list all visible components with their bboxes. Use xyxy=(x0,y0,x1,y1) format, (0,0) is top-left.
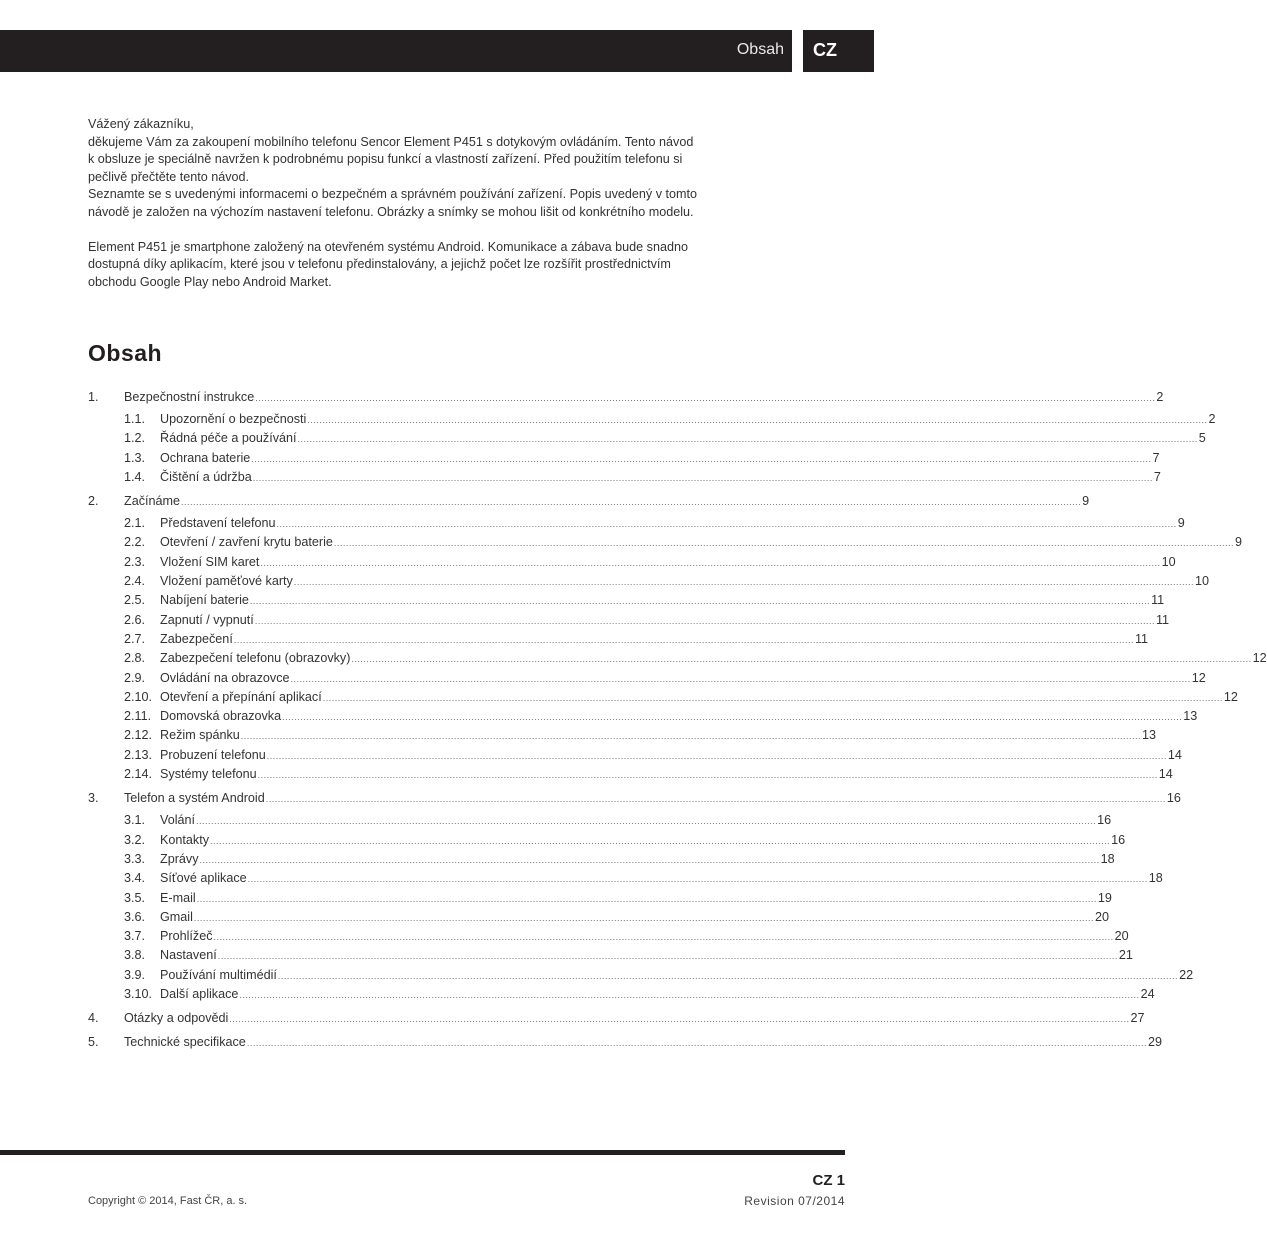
toc-entry-number: 3.8. xyxy=(124,948,146,963)
dot-leader: ............................................................................................................................................................................................................................................................................................................ xyxy=(351,654,1252,665)
toc-entry-number: 1.2. xyxy=(124,431,146,446)
toc-entry-label: Čištění a údržba xyxy=(160,469,252,484)
toc-entry-label: Otevření / zavření krytu baterie xyxy=(160,535,333,550)
toc-entry[interactable] xyxy=(88,929,1129,948)
toc-entry-page: 14 xyxy=(1167,747,1182,762)
toc-heading: Obsah xyxy=(88,340,163,366)
dot-leader: ............................................................................................................................................................................................................................................................................................................ xyxy=(199,854,1100,865)
toc-entry-page: 13 xyxy=(1183,709,1198,724)
intro-paragraph-2 xyxy=(88,239,697,292)
toc-entry-page: 16 xyxy=(1111,832,1126,847)
toc-entry-label: Vložení SIM karet xyxy=(160,554,260,569)
dot-leader: ............................................................................................................................................................................................................................................................................................................ xyxy=(297,434,1198,445)
dot-leader: ............................................................................................................................................................................................................................................................................................................ xyxy=(247,874,1148,885)
toc-entry-page: 7 xyxy=(1153,469,1161,484)
toc-entry-page: 18 xyxy=(1148,871,1163,886)
toc-entry-label: Režim spánku xyxy=(160,728,240,743)
toc-entry-number: 1.1. xyxy=(124,412,146,426)
toc-entry-page: 16 xyxy=(1097,813,1112,828)
toc-entry-label: Ochrana baterie xyxy=(160,450,251,465)
toc-entry-page: 9 xyxy=(1235,535,1243,550)
toc-entry[interactable] xyxy=(88,431,1206,450)
toc-entry-number: 3.3. xyxy=(124,851,146,866)
text-line: dostupná díky aplikacím, které jsou v telefonu předinstalovány, a jejichž počet lze rozšířit prostřednictvím xyxy=(88,257,671,272)
text-line: návodě je založen na výchozím nastavení telefonu. Obrázky a snímky se mohou lišit od konkrétního modelu. xyxy=(88,204,694,219)
toc-entry-label: Vložení paměťové karty xyxy=(160,574,293,589)
page-number: CZ 1 xyxy=(812,1172,845,1189)
toc-entry-number: 2.7. xyxy=(124,631,146,646)
toc-entry-number: 5. xyxy=(88,1035,99,1050)
toc-entry-label: Upozornění o bezpečnosti xyxy=(160,412,307,426)
text-line: pečlivě přečtěte tento návod. xyxy=(88,169,250,184)
toc-entry-number: 3.7. xyxy=(124,929,146,944)
toc-entry-label: Systémy telefonu xyxy=(160,767,257,782)
dot-leader: ............................................................................................................................................................................................................................................................................................................ xyxy=(277,970,1179,981)
toc-entry-page: 9 xyxy=(1082,494,1090,509)
toc-entry-number: 3.1. xyxy=(124,813,146,828)
dot-leader: ............................................................................................................................................................................................................................................................................................................ xyxy=(333,538,1235,549)
dot-leader: ............................................................................................................................................................................................................................................................................................................ xyxy=(196,893,1097,904)
toc-entry[interactable] xyxy=(88,987,1155,1006)
toc-entry-number: 4. xyxy=(88,1011,99,1026)
toc-entry[interactable] xyxy=(88,651,1267,670)
toc-entry-page: 29 xyxy=(1147,1035,1162,1050)
copyright-notice: Copyright © 2014, Fast ČR, a. s. xyxy=(88,1195,248,1207)
toc-entry-label: Další aplikace xyxy=(160,987,239,1002)
toc-entry-number: 2.14. xyxy=(124,767,153,782)
toc-entry-page: 16 xyxy=(1166,791,1181,806)
toc-entry-page: 13 xyxy=(1141,728,1156,743)
toc-entry-number: 2.10. xyxy=(124,689,153,704)
toc-entry-page: 10 xyxy=(1194,574,1209,589)
dot-leader: ............................................................................................................................................................................................................................................................................................................ xyxy=(213,932,1114,943)
toc-entry-number: 3.6. xyxy=(124,909,146,924)
text-line: Vážený zákazníku, xyxy=(88,117,194,131)
toc-entry-number: 2. xyxy=(88,494,99,509)
text-line: obchodu Google Play nebo Android Market. xyxy=(88,274,332,289)
toc-entry-page: 27 xyxy=(1130,1011,1145,1026)
toc-entry[interactable] xyxy=(88,1011,1145,1030)
intro-paragraph-1 xyxy=(88,116,697,222)
toc-entry[interactable] xyxy=(88,390,1164,409)
toc-entry-number: 3.9. xyxy=(124,967,146,982)
toc-entry-label: Představení telefonu xyxy=(160,516,276,531)
toc-entry[interactable] xyxy=(88,574,1209,593)
toc-entry[interactable] xyxy=(88,871,1163,890)
toc-entry-label: Otevření a přepínání aplikací xyxy=(160,689,322,704)
toc-entry[interactable] xyxy=(88,967,1194,987)
toc-entry[interactable] xyxy=(88,631,1149,651)
text-line: Seznamte se s uvedenými informacemi o bezpečném a správném používání zařízení. Popis uvedený v tomto xyxy=(88,187,698,202)
language-label: CZ xyxy=(813,40,837,60)
toc-entry-label: E-mail xyxy=(160,890,196,905)
dot-leader: ............................................................................................................................................................................................................................................................................................................ xyxy=(229,1014,1130,1025)
toc-entry-number: 3.5. xyxy=(124,890,146,905)
dot-leader: ............................................................................................................................................................................................................................................................................................................ xyxy=(307,415,1208,425)
dot-leader: ............................................................................................................................................................................................................................................................................................................ xyxy=(196,816,1097,827)
intro-text xyxy=(88,116,697,291)
toc-entry-label: Používání multimédií xyxy=(160,967,277,982)
toc-entry[interactable] xyxy=(88,450,1160,470)
toc-entry[interactable] xyxy=(88,948,1133,967)
dot-leader: ............................................................................................................................................................................................................................................................................................................ xyxy=(255,393,1156,403)
toc-entry-page: 18 xyxy=(1100,851,1115,866)
dot-leader: ............................................................................................................................................................................................................................................................................................................ xyxy=(260,557,1161,568)
dot-leader: ............................................................................................................................................................................................................................................................................................................ xyxy=(254,615,1155,626)
toc-entry-number: 2.6. xyxy=(124,612,146,627)
text-line: Element P451 je smartphone založený na otevřeném systému Android. Komunikace a zábava bude snadno xyxy=(88,239,688,254)
toc-entry-label: Začínáme xyxy=(124,494,180,509)
toc-entry-number: 2.13. xyxy=(124,747,153,762)
toc-entry[interactable] xyxy=(88,791,1181,810)
dot-leader: ............................................................................................................................................................................................................................................................................................................ xyxy=(322,692,1223,703)
toc-entry-page: 12 xyxy=(1191,670,1206,685)
dot-leader: ............................................................................................................................................................................................................................................................................................................ xyxy=(193,912,1095,923)
toc-entry-label: Domovská obrazovka xyxy=(160,709,282,724)
toc-entry[interactable] xyxy=(88,813,1112,832)
dot-leader: ............................................................................................................................................................................................................................................................................................................ xyxy=(276,519,1177,530)
toc-entry-page: 9 xyxy=(1177,516,1185,531)
toc-entry[interactable] xyxy=(88,412,1216,431)
toc-entry-number: 1. xyxy=(88,390,99,404)
dot-leader: ............................................................................................................................................................................................................................................................................................................ xyxy=(240,731,1141,742)
dot-leader: ............................................................................................................................................................................................................................................................................................................ xyxy=(290,673,1191,684)
toc-entry-number: 2.1. xyxy=(124,516,146,531)
toc-entry[interactable] xyxy=(88,709,1198,728)
dot-leader: ............................................................................................................................................................................................................................................................................................................ xyxy=(251,453,1152,464)
toc-entry[interactable] xyxy=(88,728,1156,747)
dot-leader: ............................................................................................................................................................................................................................................................................................................ xyxy=(217,951,1118,962)
toc-entry-label: Řádná péče a používání xyxy=(160,431,297,446)
language-tab xyxy=(803,30,874,72)
toc-entry-label: Probuzení telefonu xyxy=(160,747,266,762)
toc-entry-number: 2.2. xyxy=(124,535,146,550)
toc-entry[interactable] xyxy=(88,689,1238,709)
toc-entry-number: 2.11. xyxy=(124,709,152,724)
footer-divider xyxy=(0,1150,845,1155)
toc-entry-number: 3. xyxy=(88,791,99,806)
toc-entry[interactable] xyxy=(88,593,1165,612)
table-of-contents xyxy=(88,390,1267,1054)
text-line: k obsluze je speciálně navržen k podrobnému popisu funkcí a vlastností zařízení. Před použitím telefonu si xyxy=(88,152,683,167)
toc-entry-page: 11 xyxy=(1155,612,1170,627)
toc-entry-label: Bezpečnostní instrukce xyxy=(124,390,255,404)
toc-entry[interactable] xyxy=(88,851,1115,871)
toc-entry-label: Gmail xyxy=(160,909,193,924)
toc-entry-page: 10 xyxy=(1161,554,1176,569)
toc-entry[interactable] xyxy=(88,1035,1162,1054)
toc-entry-page: 24 xyxy=(1140,987,1155,1002)
toc-entry-page: 11 xyxy=(1134,631,1149,646)
dot-leader: ............................................................................................................................................................................................................................................................................................................ xyxy=(210,835,1111,846)
dot-leader: ............................................................................................................................................................................................................................................................................................................ xyxy=(246,1038,1147,1049)
toc-entry[interactable] xyxy=(88,909,1110,929)
toc-entry[interactable] xyxy=(88,469,1161,489)
toc-entry[interactable] xyxy=(88,516,1185,535)
toc-entry-label: Prohlížeč xyxy=(160,929,213,944)
toc-entry[interactable] xyxy=(88,890,1112,910)
toc-entry-label: Zabezpečení telefonu (obrazovky) xyxy=(160,651,351,666)
toc-entry-number: 2.5. xyxy=(124,593,146,608)
toc-entry-label: Nabíjení baterie xyxy=(160,593,249,608)
dot-leader: ............................................................................................................................................................................................................................................................................................................ xyxy=(239,990,1140,1001)
toc-entry-page: 2 xyxy=(1208,412,1216,426)
text-line: děkujeme Vám za zakoupení mobilního telefonu Sencor Element P451 s dotykovým ovládáním. Tento návod xyxy=(88,134,694,149)
dot-leader: ............................................................................................................................................................................................................................................................................................................ xyxy=(181,497,1082,508)
toc-entry-page: 7 xyxy=(1152,450,1160,465)
section-title: Obsah xyxy=(736,41,784,58)
toc-entry-label: Otázky a odpovědi xyxy=(124,1011,229,1026)
toc-entry-label: Technické specifikace xyxy=(124,1035,246,1050)
dot-leader: ............................................................................................................................................................................................................................................................................................................ xyxy=(293,577,1194,588)
dot-leader: ............................................................................................................................................................................................................................................................................................................ xyxy=(252,472,1153,483)
toc-entry[interactable] xyxy=(88,747,1182,767)
toc-entry-page: 12 xyxy=(1252,651,1267,666)
toc-entry-page: 19 xyxy=(1097,890,1112,905)
toc-entry-page: 20 xyxy=(1114,929,1129,944)
toc-entry-number: 2.8. xyxy=(124,651,146,666)
toc-entry-page: 5 xyxy=(1198,431,1206,446)
toc-entry-number: 3.4. xyxy=(124,871,146,886)
toc-entry-page: 21 xyxy=(1118,948,1133,963)
toc-entry-label: Nastavení xyxy=(160,948,217,963)
dot-leader: ............................................................................................................................................................................................................................................................................................................ xyxy=(249,596,1151,607)
toc-entry[interactable] xyxy=(88,494,1090,513)
toc-entry-page: 14 xyxy=(1158,767,1173,782)
toc-entry-number: 2.4. xyxy=(124,574,146,589)
toc-entry-page: 12 xyxy=(1223,689,1238,704)
toc-entry-number: 2.12. xyxy=(124,728,153,743)
toc-entry-number: 1.4. xyxy=(124,469,146,484)
toc-entry-label: Ovládání na obrazovce xyxy=(160,670,290,685)
dot-leader: ............................................................................................................................................................................................................................................................................................................ xyxy=(233,634,1134,645)
toc-entry[interactable] xyxy=(88,554,1176,574)
toc-entry-label: Zapnutí / vypnutí xyxy=(160,612,254,627)
toc-entry[interactable] xyxy=(88,670,1206,690)
toc-entry-page: 2 xyxy=(1156,390,1164,404)
toc-entry-page: 22 xyxy=(1179,967,1194,982)
toc-entry-label: Zprávy xyxy=(160,851,199,866)
toc-entry[interactable] xyxy=(88,612,1170,632)
toc-entry-page: 11 xyxy=(1151,593,1165,608)
toc-entry[interactable] xyxy=(88,767,1173,786)
header-bar xyxy=(0,30,792,72)
toc-entry-number: 1.3. xyxy=(124,450,146,465)
toc-entry-label: Volání xyxy=(160,813,196,828)
revision-label: Revision 07/2014 xyxy=(744,1194,845,1208)
toc-entry[interactable] xyxy=(88,832,1126,852)
dot-leader: ............................................................................................................................................................................................................................................................................................................ xyxy=(257,770,1158,781)
dot-leader: ............................................................................................................................................................................................................................................................................................................ xyxy=(266,750,1167,761)
dot-leader: ............................................................................................................................................................................................................................................................................................................ xyxy=(282,712,1183,723)
toc-entry-label: Telefon a systém Android xyxy=(124,791,265,806)
toc-entry-number: 2.3. xyxy=(124,554,146,569)
toc-entry-label: Síťové aplikace xyxy=(160,871,247,886)
dot-leader: ............................................................................................................................................................................................................................................................................................................ xyxy=(265,794,1166,805)
toc-entry[interactable] xyxy=(88,535,1243,554)
toc-entry-page: 20 xyxy=(1095,909,1110,924)
toc-entry-label: Zabezpečení xyxy=(160,631,233,646)
toc-entry-number: 3.10. xyxy=(124,987,153,1002)
toc-entry-label: Kontakty xyxy=(160,832,210,847)
toc-entry-number: 2.9. xyxy=(124,670,146,685)
toc-entry-number: 3.2. xyxy=(124,832,146,847)
